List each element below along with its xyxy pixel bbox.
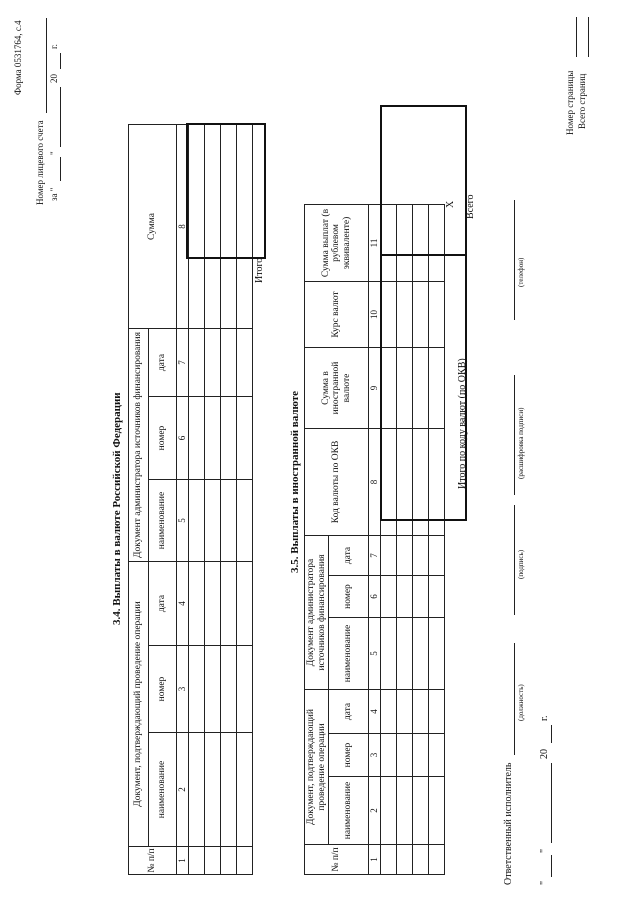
s35-header-sum-foreign: Сумма в иностранной валюте bbox=[305, 348, 369, 429]
s35-colnum-1: 1 bbox=[369, 845, 381, 875]
s34-header-doc-admin: Документ администратора источников финансирования bbox=[129, 329, 149, 562]
s35-header-sum-rub: Сумма выплат (в рублевом эквиваленте) bbox=[305, 205, 369, 282]
s35-colnum-3: 3 bbox=[369, 734, 381, 777]
date-year-line bbox=[551, 725, 552, 743]
s35-header-adm-date: дата bbox=[329, 536, 369, 576]
s34-colnum-7: 7 bbox=[177, 329, 189, 397]
s35-header-op-number: номер bbox=[329, 734, 369, 777]
s35-header-doc-admin: Документ администратора источников финансирования bbox=[305, 536, 329, 690]
period-year-suffix: г. bbox=[49, 44, 59, 49]
s35-header-currency-code: Код валюты по ОКВ bbox=[305, 429, 369, 536]
period-quote-close: " bbox=[49, 151, 59, 155]
s35-header-npp: № п/п bbox=[305, 845, 369, 875]
s34-sum-thick-border bbox=[186, 123, 266, 259]
s35-colnum-7: 7 bbox=[369, 536, 381, 576]
s35-header-rate: Курс валют bbox=[305, 282, 369, 348]
s35-header-adm-number: номер bbox=[329, 576, 369, 618]
s35-colnum-11: 11 bbox=[369, 205, 381, 282]
s35-colnum-10: 10 bbox=[369, 282, 381, 348]
s34-total-label: Итого bbox=[254, 257, 265, 283]
s34-colnum-8: 8 bbox=[177, 125, 189, 329]
s34-header-op-number: номер bbox=[149, 646, 177, 733]
s34-header-adm-name: наименование bbox=[149, 480, 177, 562]
s35-colnum-2: 2 bbox=[369, 777, 381, 845]
s34-header-adm-date: дата bbox=[149, 329, 177, 397]
s34-colnum-2: 2 bbox=[177, 733, 189, 847]
period-day-line bbox=[60, 157, 61, 181]
phone-line bbox=[514, 200, 515, 320]
s34-colnum-1: 1 bbox=[177, 847, 189, 875]
s35-x-mark: X bbox=[445, 200, 456, 208]
s34-header-adm-number: номер bbox=[149, 397, 177, 480]
period-za-label: за " bbox=[49, 187, 59, 201]
s34-header-op-date: дата bbox=[149, 562, 177, 646]
responsible-executor-label: Ответственный исполнитель bbox=[503, 762, 514, 885]
section-35-title: 3.5. Выплаты в иностранной валюте bbox=[289, 390, 301, 573]
account-number-line bbox=[46, 18, 47, 113]
s35-colnum-5: 5 bbox=[369, 618, 381, 690]
position-caption: (должность) bbox=[517, 684, 525, 721]
s35-grand-total-label: Всего bbox=[465, 194, 476, 219]
total-pages-line bbox=[588, 17, 589, 57]
page-number-line bbox=[576, 17, 577, 57]
s34-colnum-6: 6 bbox=[177, 397, 189, 480]
position-line bbox=[514, 643, 515, 755]
s34-header-doc-operation: Документ, подтверждающий проведение операции bbox=[129, 562, 149, 847]
s34-header-op-name: наименование bbox=[149, 733, 177, 847]
section-34-title: 3.4. Выплаты в валюте Российской Федерации bbox=[111, 392, 123, 625]
s34-header-sum: Сумма bbox=[129, 125, 177, 329]
s35-colnum-6: 6 bbox=[369, 576, 381, 618]
s35-header-op-date: дата bbox=[329, 690, 369, 734]
s35-total-result-border bbox=[380, 105, 467, 256]
signature-decode-line bbox=[514, 375, 515, 495]
date-day-line bbox=[551, 855, 552, 877]
page-number-label: Номер страницы bbox=[565, 70, 575, 135]
signature-line bbox=[514, 505, 515, 615]
period-month-line bbox=[60, 87, 61, 147]
s35-header-spacer bbox=[305, 105, 369, 205]
account-number-label: Номер лицевого счета bbox=[35, 120, 45, 205]
period-year-prefix: 20 bbox=[49, 74, 59, 83]
s35-header-doc-operation: Документ, подтверждающий проведение операции bbox=[305, 690, 329, 845]
total-pages-label: Всего страниц bbox=[577, 73, 587, 129]
s34-colnum-3: 3 bbox=[177, 646, 189, 733]
signature-caption: (подпись) bbox=[517, 549, 525, 579]
s35-colnum-4: 4 bbox=[369, 690, 381, 734]
signature-decode-caption: (расшифровка подписи) bbox=[517, 407, 525, 479]
s35-header-adm-name: наименование bbox=[329, 618, 369, 690]
s35-colnum-8: 8 bbox=[369, 429, 381, 536]
date-year-prefix: 20 bbox=[539, 749, 550, 759]
date-year-suffix: г. bbox=[539, 715, 550, 721]
s34-colnum-4: 4 bbox=[177, 562, 189, 646]
date-quote-close: " bbox=[539, 848, 550, 853]
phone-caption: (телефон) bbox=[517, 257, 525, 287]
s34-colnum-5: 5 bbox=[177, 480, 189, 562]
s34-header-npp: № п/п bbox=[129, 847, 177, 875]
s35-header-op-name: наименование bbox=[329, 777, 369, 845]
s35-total-by-code-label: Итого по коду валют (по ОКВ) bbox=[457, 358, 468, 489]
date-quote-open: " bbox=[539, 880, 550, 885]
date-month-line bbox=[551, 763, 552, 843]
form-code: Форма 0531764, с.4 bbox=[13, 20, 23, 95]
period-year-line bbox=[60, 53, 61, 69]
s35-colnum-9: 9 bbox=[369, 348, 381, 429]
